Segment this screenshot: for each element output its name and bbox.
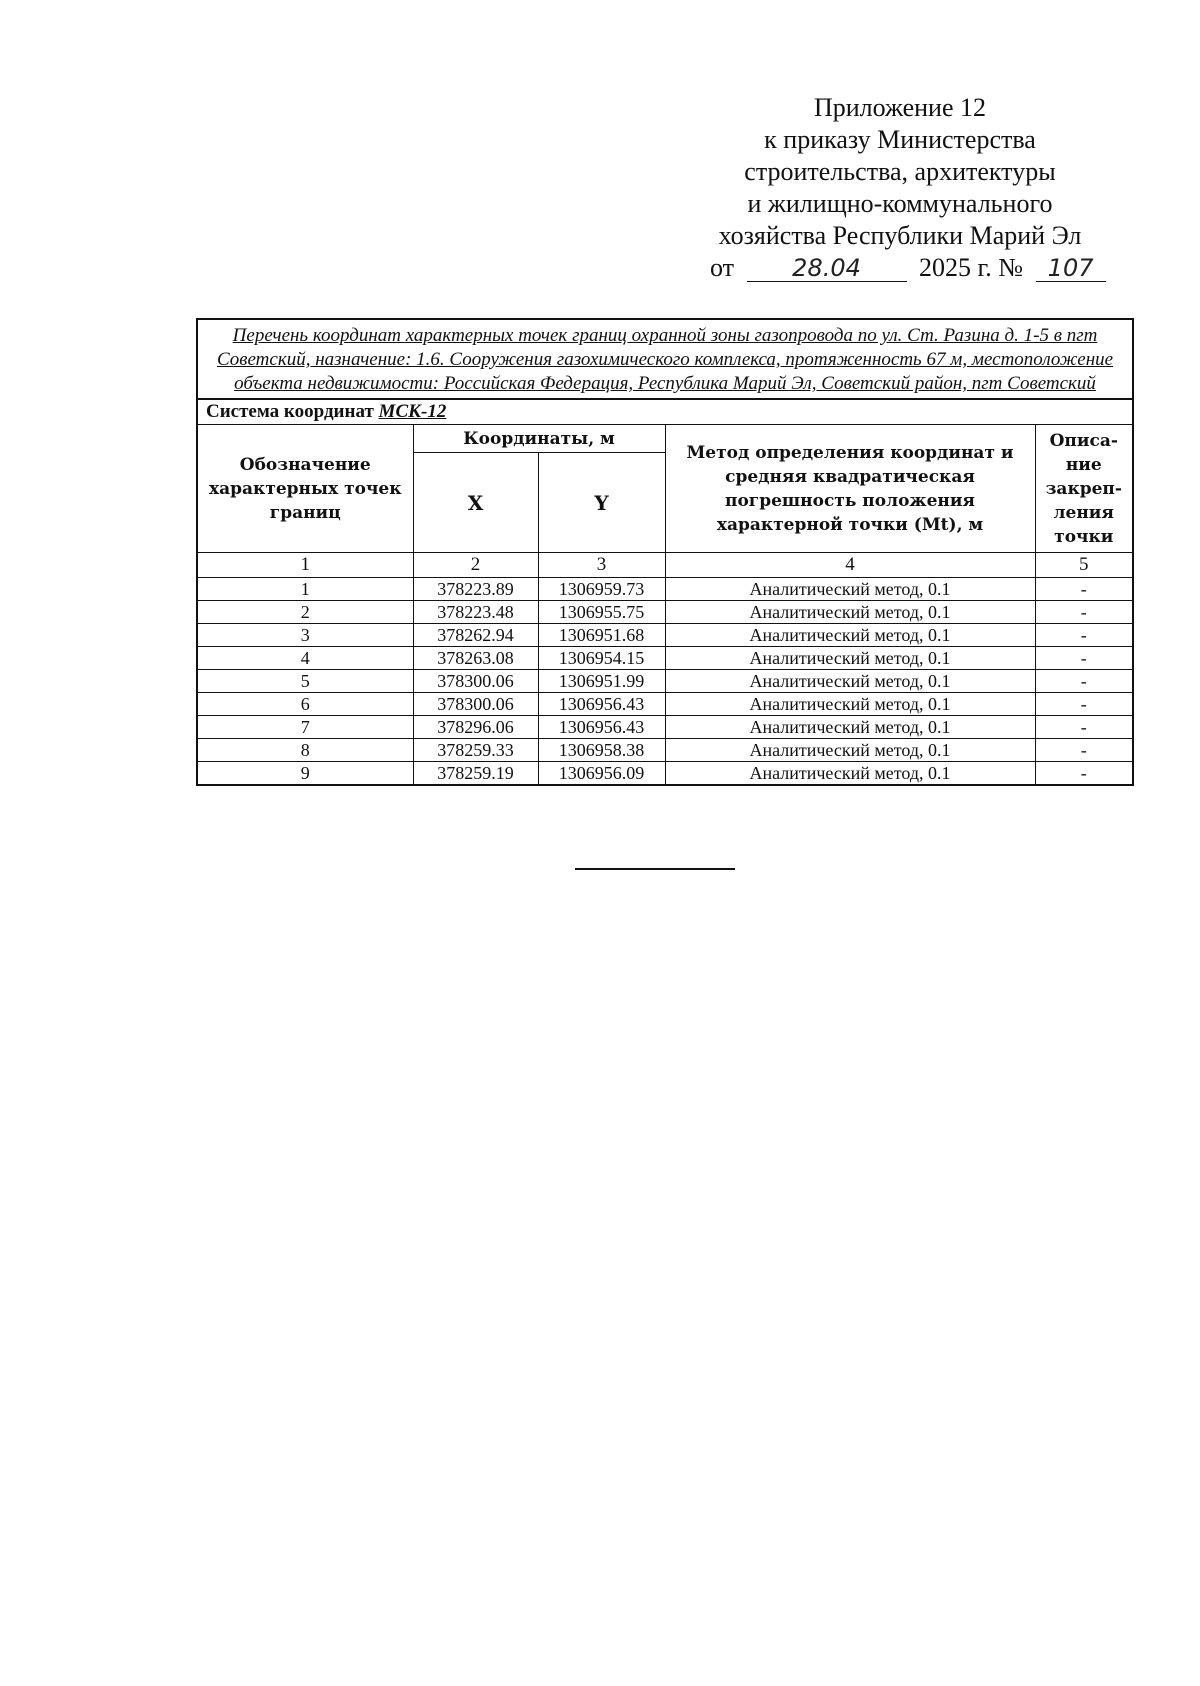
method: Аналитический метод, 0.1: [665, 739, 1035, 762]
coordinates-table: [196, 318, 1134, 786]
coordinate-system-row: [197, 399, 1133, 425]
description: -: [1035, 716, 1133, 739]
table-row: [197, 762, 1133, 786]
column-number: 3: [538, 553, 665, 578]
method: Аналитический метод, 0.1: [665, 647, 1035, 670]
table-row: [197, 693, 1133, 716]
x-coordinate: 378259.33: [413, 739, 538, 762]
table-row: [197, 578, 1133, 601]
x-coordinate: 378259.19: [413, 762, 538, 786]
from-label: от: [710, 253, 735, 282]
method: Аналитический метод, 0.1: [665, 762, 1035, 786]
table-row: [197, 647, 1133, 670]
y-coordinate: 1306954.15: [538, 647, 665, 670]
column-number: 1: [197, 553, 413, 578]
point-id: 4: [197, 647, 413, 670]
point-id: 5: [197, 670, 413, 693]
ministry-name-part1: строительства, архитектуры: [744, 157, 1056, 186]
description: -: [1035, 762, 1133, 786]
x-coordinate: 378223.48: [413, 601, 538, 624]
method: Аналитический метод, 0.1: [665, 624, 1035, 647]
table-row: [197, 601, 1133, 624]
header-y: Y: [538, 453, 665, 553]
handwritten-order-number: 107: [1036, 255, 1106, 282]
y-coordinate: 1306956.09: [538, 762, 665, 786]
point-id: 3: [197, 624, 413, 647]
appendix-number: Приложение 12: [813, 93, 987, 122]
end-divider: [575, 868, 735, 870]
coordinate-system-value: МСК-12: [378, 401, 447, 422]
table-row: [197, 716, 1133, 739]
y-coordinate: 1306955.75: [538, 601, 665, 624]
description: -: [1035, 601, 1133, 624]
description: -: [1035, 739, 1133, 762]
handwritten-date: 28.04: [747, 255, 907, 282]
point-id: 2: [197, 601, 413, 624]
x-coordinate: 378262.94: [413, 624, 538, 647]
point-id: 9: [197, 762, 413, 786]
column-number: 4: [665, 553, 1035, 578]
y-coordinate: 1306951.99: [538, 670, 665, 693]
description: -: [1035, 647, 1133, 670]
appendix-header: [690, 92, 1110, 284]
table-row: [197, 739, 1133, 762]
column-number-row: [197, 553, 1133, 578]
y-coordinate: 1306951.68: [538, 624, 665, 647]
table-title: Перечень координат характерных точек границ охранной зоны газопровода по ул. Ст. Разина д. 1-5 в пгт Советский, назначение: 1.6. Сооружения газохимического комплекса, протяженность 67 м, местоположение объекта недвижимости: Российская Федерация, Республика Марий Эл, Советский район, пгт Советский: [197, 319, 1133, 399]
order-reference: к приказу Министерства: [764, 125, 1036, 154]
x-coordinate: 378300.06: [413, 670, 538, 693]
x-coordinate: 378263.08: [413, 647, 538, 670]
y-coordinate: 1306958.38: [538, 739, 665, 762]
method: Аналитический метод, 0.1: [665, 601, 1035, 624]
year-number-label: 2025 г. №: [919, 253, 1024, 282]
table-row: [197, 670, 1133, 693]
y-coordinate: 1306956.43: [538, 693, 665, 716]
coordinate-system-label: Система координат: [206, 401, 374, 422]
point-id: 1: [197, 578, 413, 601]
order-date-line: [690, 252, 1110, 284]
header-description: Описа-ние закреп-ления точки: [1035, 425, 1133, 553]
method: Аналитический метод, 0.1: [665, 670, 1035, 693]
method: Аналитический метод, 0.1: [665, 693, 1035, 716]
description: -: [1035, 693, 1133, 716]
header-x: X: [413, 453, 538, 553]
x-coordinate: 378296.06: [413, 716, 538, 739]
table-row: [197, 624, 1133, 647]
method: Аналитический метод, 0.1: [665, 578, 1035, 601]
y-coordinate: 1306956.43: [538, 716, 665, 739]
header-designation: Обозначение характерных точек границ: [197, 425, 413, 553]
header-coordinates: Координаты, м: [413, 425, 665, 453]
x-coordinate: 378223.89: [413, 578, 538, 601]
method: Аналитический метод, 0.1: [665, 716, 1035, 739]
point-id: 8: [197, 739, 413, 762]
column-number: 2: [413, 553, 538, 578]
point-id: 7: [197, 716, 413, 739]
header-method: Метод определения координат и средняя квадратическая погрешность положения характерной точки (Mt), м: [665, 425, 1035, 553]
x-coordinate: 378300.06: [413, 693, 538, 716]
description: -: [1035, 578, 1133, 601]
point-id: 6: [197, 693, 413, 716]
ministry-name-part3: хозяйства Республики Марий Эл: [718, 221, 1082, 250]
column-number: 5: [1035, 553, 1133, 578]
ministry-name-part2: и жилищно-коммунального: [747, 189, 1053, 218]
description: -: [1035, 624, 1133, 647]
y-coordinate: 1306959.73: [538, 578, 665, 601]
description: -: [1035, 670, 1133, 693]
